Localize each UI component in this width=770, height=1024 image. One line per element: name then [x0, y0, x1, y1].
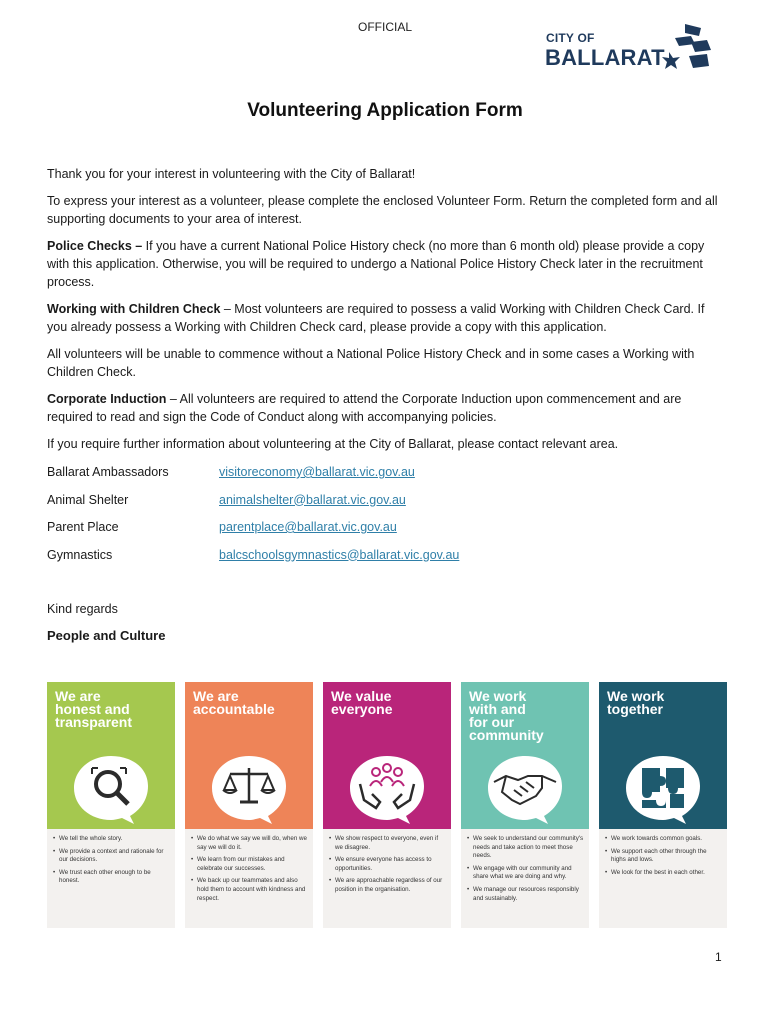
contacts-list: [47, 463, 727, 573]
values-poster: [47, 682, 727, 928]
contact-name: Ballarat Ambassadors: [47, 465, 169, 479]
value-item: • We look for the best in each other.: [605, 869, 723, 878]
value-item: • We engage with our community and share what we are doing and why.: [467, 865, 585, 882]
contact-name: Parent Place: [47, 520, 119, 534]
value-card-title: We are accountable: [193, 688, 275, 717]
contact-info-paragraph: If you require further information about volunteering at the City of Ballarat, please contact relevant area.: [47, 437, 619, 451]
contact-row: [47, 546, 727, 574]
value-item: • We learn from our mistakes and celebrate our successes.: [191, 856, 309, 873]
wwc-text: – Most volunteers are required to possess a valid Working with Children Check Card. If you already possess a Working with Children Check card, please provide a copy with this application.: [47, 302, 705, 334]
value-card-community: [461, 682, 589, 928]
value-card-accountable: [185, 682, 313, 928]
value-item: • We back up our teammates and also hold them to account with kindness and respect.: [191, 877, 309, 903]
logo-star-icon: [661, 22, 713, 74]
value-card-honest: [47, 682, 175, 928]
page-title: Volunteering Application Form: [247, 100, 523, 121]
city-of-ballarat-logo: [545, 22, 715, 74]
closing-regards: Kind regards: [47, 602, 118, 616]
value-card-list: [191, 835, 309, 907]
police-checks-text: If you have a current National Police History check (no more than 6 month old) please provide a copy with this application. Otherwise, you will be required to undergo a National Police History Check later in the recruitment process.: [47, 239, 705, 289]
value-card-list: [467, 835, 585, 907]
value-card-title: We are honest and transparent: [55, 688, 133, 730]
value-item: • We support each other through the highs and lows.: [605, 848, 723, 865]
value-card-together: [599, 682, 727, 928]
people-in-hands-icon: [346, 754, 428, 824]
induction-paragraph: [47, 390, 727, 426]
value-item: • We show respect to everyone, even if we disagree.: [329, 835, 447, 852]
page-number: 1: [715, 950, 722, 964]
contact-row: [47, 491, 727, 519]
value-card-title: We work with and for our community: [469, 688, 544, 743]
value-item: • We do what we say we will do, when we say we will do it.: [191, 835, 309, 852]
logo-text-small: CITY OF: [546, 31, 595, 45]
value-card-title: We value everyone: [331, 688, 393, 717]
value-item: • We work towards common goals.: [605, 835, 723, 844]
value-item: • We are approachable regardless of our position in the organisation.: [329, 877, 447, 894]
value-card-header: [599, 682, 727, 829]
contact-email-link[interactable]: parentplace@ballarat.vic.gov.au: [219, 520, 397, 534]
intro-paragraph: Thank you for your interest in volunteering with the City of Ballarat!: [47, 167, 416, 181]
value-card-title: We work together: [607, 688, 665, 717]
value-item: • We ensure everyone has access to opportunities.: [329, 856, 447, 873]
induction-label: Corporate Induction: [47, 392, 167, 406]
value-card-header: [185, 682, 313, 829]
contact-row: [47, 518, 727, 546]
police-checks-label: Police Checks –: [47, 239, 146, 253]
value-card-everyone: [323, 682, 451, 928]
wwc-label: Working with Children Check: [47, 302, 221, 316]
value-card-list: [329, 835, 447, 899]
value-card-header: [461, 682, 589, 829]
wwc-paragraph: [47, 300, 727, 336]
value-card-list: [53, 835, 171, 890]
value-item: • We trust each other enough to be honest.: [53, 869, 171, 886]
body-text: [47, 165, 727, 645]
value-card-list: [605, 835, 723, 881]
magnifying-glass-icon: [70, 754, 152, 824]
closing-team: People and Culture: [47, 628, 166, 643]
value-item: • We tell the whole story.: [53, 835, 171, 844]
handshake-icon: [484, 754, 566, 824]
contact-email-link[interactable]: balcschoolsgymnastics@ballarat.vic.gov.au: [219, 547, 460, 562]
scales-icon: [208, 754, 290, 824]
value-item: • We seek to understand our community's needs and take action to meet those needs.: [467, 835, 585, 861]
contact-email-link[interactable]: animalshelter@ballarat.vic.gov.au: [219, 492, 406, 507]
police-checks-paragraph: [47, 237, 727, 291]
logo-text-big: BALLARAT: [545, 45, 665, 70]
contact-name: Gymnastics: [47, 547, 113, 562]
contact-name: Animal Shelter: [47, 492, 129, 507]
contact-email-link[interactable]: visitoreconomy@ballarat.vic.gov.au: [219, 465, 415, 479]
instructions-paragraph: To express your interest as a volunteer, please complete the enclosed Volunteer Form. Return the completed form and all supporting documents to your area of interest.: [47, 194, 718, 226]
value-item: • We manage our resources responsibly and sustainably.: [467, 886, 585, 903]
requirements-paragraph: All volunteers will be unable to commence without a National Police History Check and in some cases a Working with Children Check.: [47, 347, 695, 379]
value-card-header: [47, 682, 175, 829]
contact-row: [47, 463, 727, 491]
value-card-header: [323, 682, 451, 829]
value-item: • We provide a context and rationale for our decisions.: [53, 848, 171, 865]
classification-label: OFFICIAL: [357, 20, 412, 34]
puzzle-icon: [622, 754, 704, 824]
induction-text: – All volunteers are required to attend the Corporate Induction upon commencement and are required to read and sign the Code of Conduct along with accompanying policies.: [47, 392, 682, 424]
